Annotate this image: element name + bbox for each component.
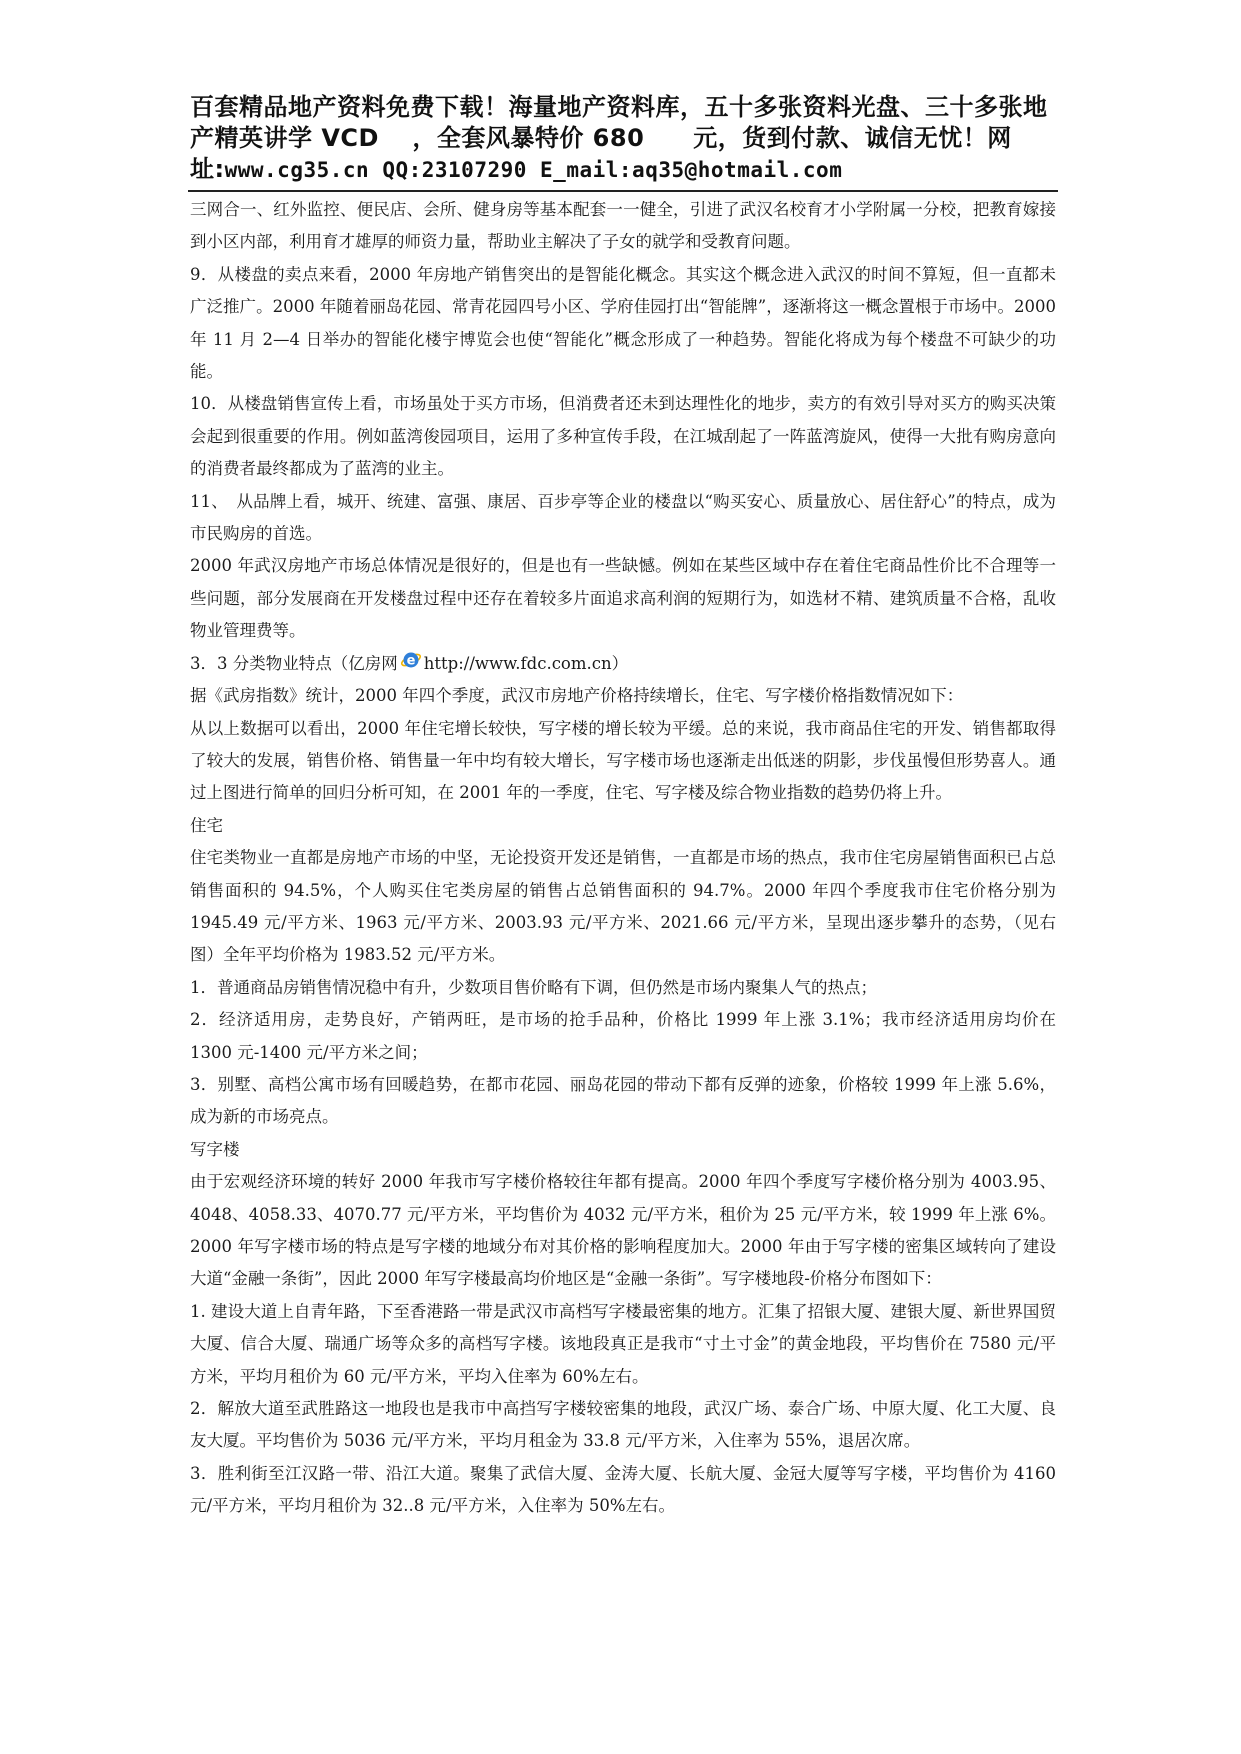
- internet-explorer-icon[interactable]: [400, 649, 422, 671]
- paragraph: 从以上数据可以看出，2000 年住宅增长较快，写字楼的增长较为平缓。总的来说，我市商品住宅的开发、销售都取得了较大的发展，销售价格、销售量一年中均有较大增长，写字楼市场也逐渐走出低迷的阴影，步伐虽慢但形势喜人。通过上图进行简单的回归分析可知，在 2001 年的一季度，住宅、写字楼及综合物业指数的趋势仍将上升。: [190, 718, 1056, 803]
- section-heading-text: 3．3 分类物业特点（亿房网: [190, 653, 398, 673]
- paragraph: 10．从楼盘销售宣传上看，市场虽处于买方市场，但消费者还未到达理性化的地步，卖方的有效引导对买方的购买决策会起到很重要的作用。例如蓝湾俊园项目，运用了多种宣传手段，在江城刮起了一阵蓝湾旋风，使得一大批有购房意向的消费者最终都成为了蓝湾的业主。: [190, 394, 1056, 479]
- header-contact: www.cg35.cn QQ:23107290 E_mail:aq35@hotmail.com: [224, 158, 843, 182]
- paragraph: 3．胜利街至江汉路一带、沿江大道。聚集了武信大厦、金涛大厦、长航大厦、金冠大厦等写字楼，平均售价为 4160 元/平方米，平均月租价为 32..8 元/平方米，入住率为 50%左右。: [190, 1463, 1056, 1516]
- header-line-3: [190, 154, 1060, 186]
- source-url[interactable]: http://www.fdc.com.cn）: [423, 653, 629, 673]
- paragraph: 2000 年武汉房地产市场总体情况是很好的，但是也有一些缺憾。例如在某些区域中存在着住宅商品性价比不合理等一些问题，部分发展商在开发楼盘过程中还存在着较多片面追求高利润的短期行为，如选材不精、建筑质量不合格，乱收物业管理费等。: [190, 556, 1056, 641]
- paragraph: 三网合一、红外监控、便民店、会所、健身房等基本配套一一健全，引进了武汉名校育才小学附属一分校，把教育嫁接到小区内部，利用育才雄厚的师资力量，帮助业主解决了子女的就学和受教育问题。: [190, 200, 1056, 252]
- paragraph: 1．普通商品房销售情况稳中有升，少数项目售价略有下调，但仍然是市场内聚集人气的热点；: [190, 977, 877, 997]
- paragraph: 1. 建设大道上自青年路，下至香港路一带是武汉市高档写字楼最密集的地方。汇集了招银大厦、建银大厦、新世界国贸大厦、信合大厦、瑞通广场等众多的高档写字楼。该地段真正是我市“寸土寸金”的黄金地段，平均售价在 7580 元/平方米，平均月租价为 60 元/平方米，平均入住率为 60%左右。: [190, 1301, 1056, 1386]
- svg-text:e: e: [406, 653, 416, 669]
- paragraph: 住宅类物业一直都是房地产市场的中坚，无论投资开发还是销售，一直都是市场的热点，我市住宅房屋销售面积已占总销售面积的 94.5%，个人购买住宅类房屋的销售占总销售面积的 94.7%。2000 年四个季度我市住宅价格分别为 1945.49 元/平方米、1963 元/平方米、2003.93 元/平方米、2021.66 元/平方米，呈现出逐步攀升的态势，（见右图）全年平均价格为 1983.52 元/平方米。: [190, 848, 1056, 965]
- paragraph: 2．经济适用房，走势良好，产销两旺，是市场的抢手品种，价格比 1999 年上涨 3.1%；我市经济适用房均价在 1300 元-1400 元/平方米之间；: [190, 1010, 1056, 1062]
- header-line-2: 产精英讲学 VCD ，全套风暴特价 680 元，货到付款、诚信无忧！网: [190, 124, 1012, 152]
- subheading-residential: 住宅: [190, 815, 223, 835]
- paragraph: 11、 从品牌上看，城开、统建、富强、康居、百步亭等企业的楼盘以“购买安心、质量放心、居住舒心”的特点，成为市民购房的首选。: [190, 491, 1056, 544]
- header-url-prefix: 址:: [190, 155, 225, 183]
- paragraph: 2．解放大道至武胜路这一地段也是我市中高挡写字楼较密集的地段，武汉广场、泰合广场、中原大厦、化工大厦、良友大厦。平均售价为 5036 元/平方米，平均月租金为 33.8 元/平方米，入住率为 55%，退居次席。: [190, 1399, 1056, 1451]
- paragraph: 3．别墅、高档公寓市场有回暖趋势，在都市花园、丽岛花园的带动下都有反弹的迹象，价格较 1999 年上涨 5.6%，成为新的市场亮点。: [190, 1074, 1056, 1127]
- paragraph: 据《武房指数》统计，2000 年四个季度，武汉市房地产价格持续增长，住宅、写字楼价格指数情况如下：: [190, 686, 964, 706]
- paragraph: 由于宏观经济环境的转好 2000 年我市写字楼价格较往年都有提高。2000 年四个季度写字楼价格分别为 4003.95、4048、4058.33、4070.77 元/平方米，平均售价为 4032 元/平方米，租价为 25 元/平方米，较 1999 年上涨 6%。2000 年写字楼市场的特点是写字楼的地域分布对其价格的影响程度加大。2000 年由于写字楼的密集区域转向了建设大道“金融一条街”，因此 2000 年写字楼最高均价地区是“金融一条街”。写字楼地段-价格分布图如下：: [190, 1172, 1056, 1289]
- section-heading: [190, 648, 1056, 680]
- paragraph: 9．从楼盘的卖点来看，2000 年房地产销售突出的是智能化概念。其实这个概念进入武汉的时间不算短，但一直都未广泛推广。2000 年随着丽岛花园、常青花园四号小区、学府佳园打出“智能牌”，逐渐将这一概念置根于市场中。2000 年 11 月 2—4 日举办的智能化楼宇博览会也使“智能化”概念形成了一种趋势。智能化将成为每个楼盘不可缺少的功能。: [190, 264, 1056, 382]
- document-body: [190, 194, 1056, 1523]
- promo-header: [190, 92, 1060, 186]
- subheading-office: 写字楼: [190, 1139, 240, 1159]
- header-divider: [188, 190, 1058, 192]
- header-line-1: 百套精品地产资料免费下载！海量地产资料库，五十多张资料光盘、三十多张地: [190, 93, 1048, 121]
